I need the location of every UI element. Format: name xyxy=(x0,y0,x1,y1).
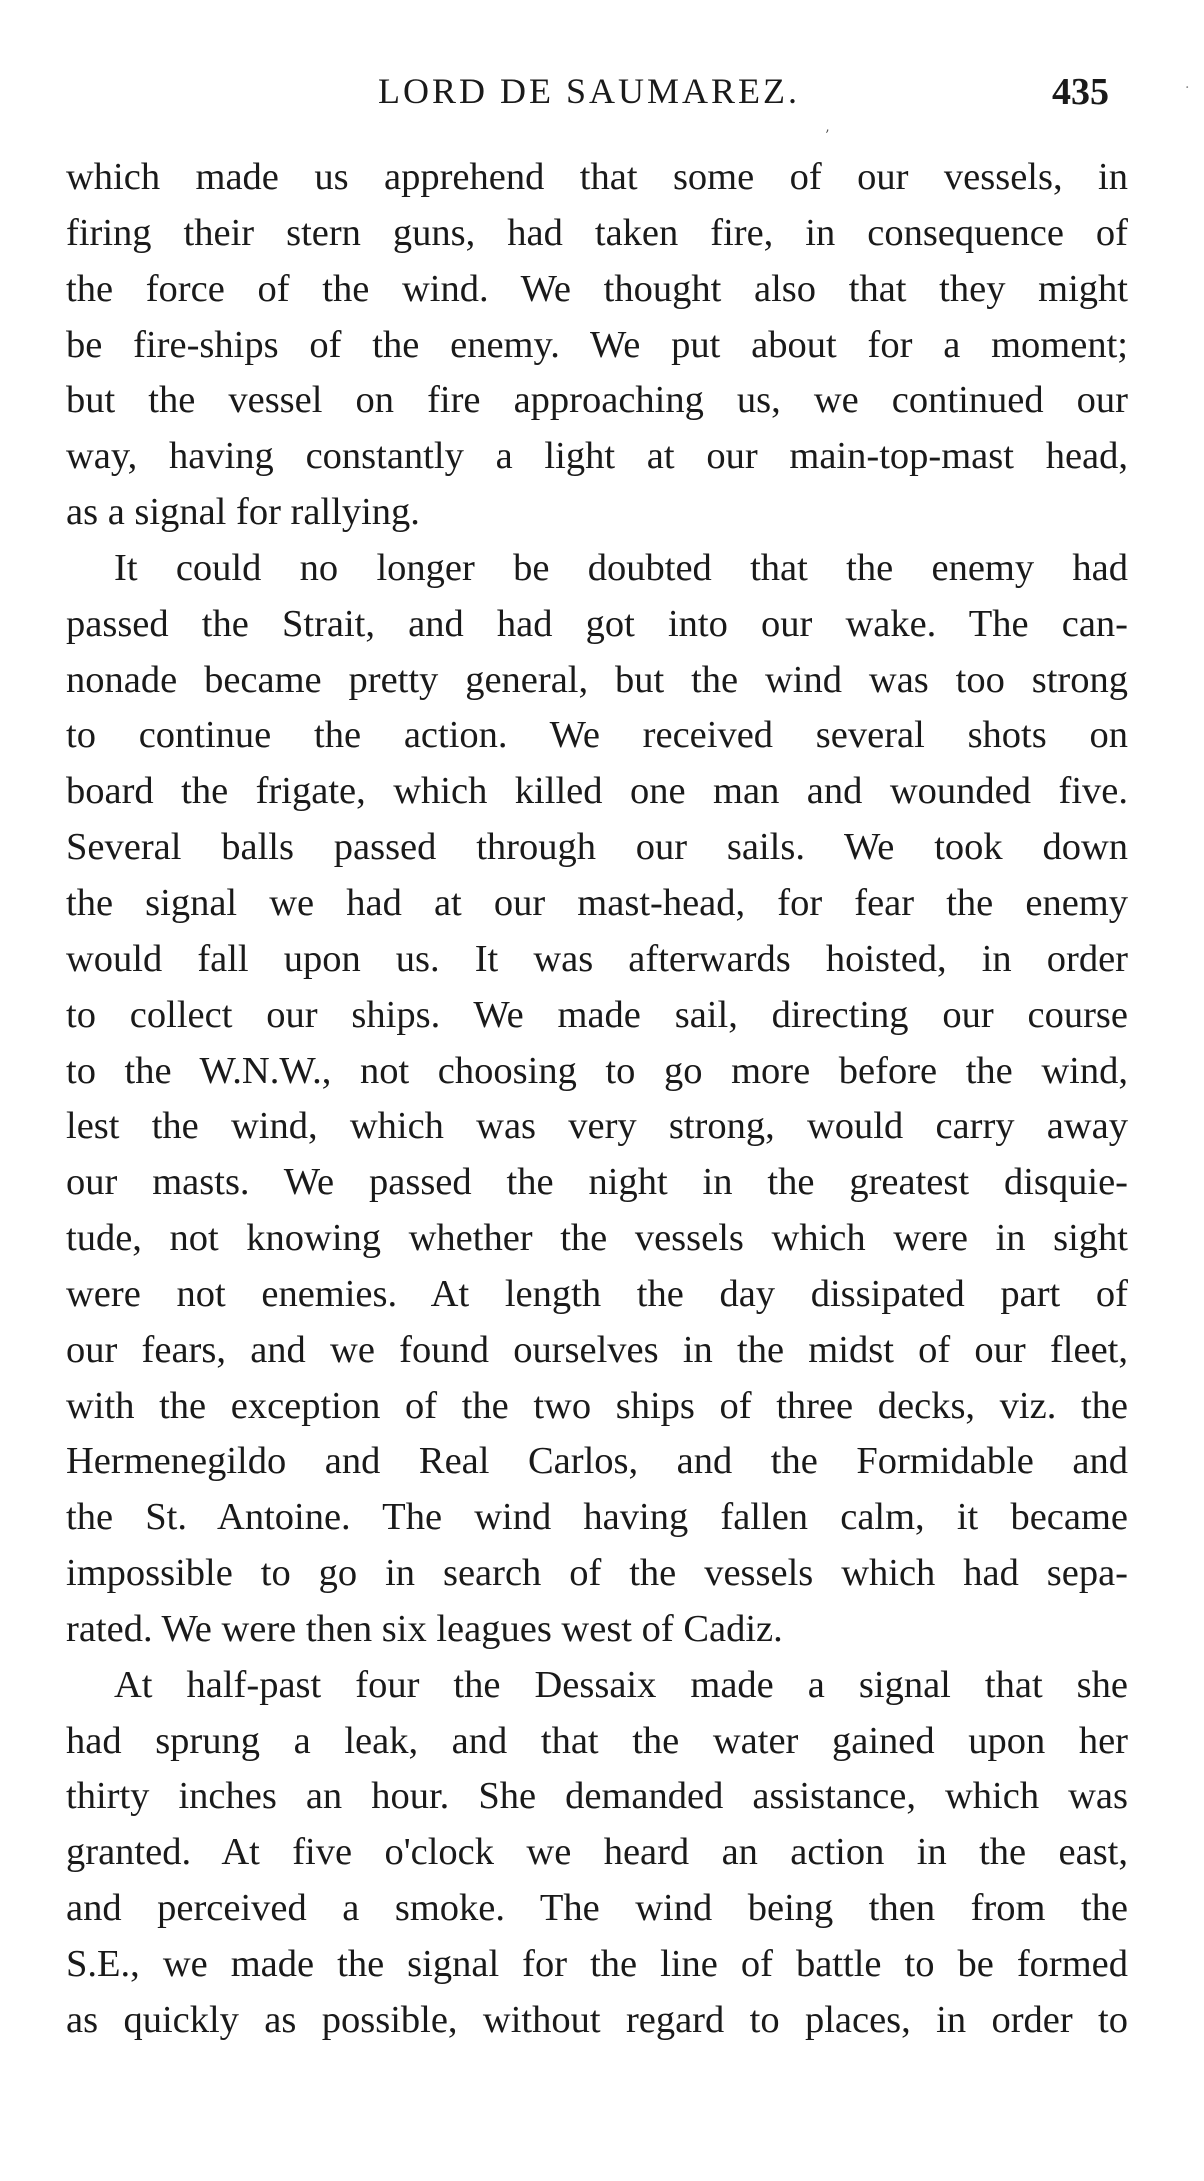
text-line: firing their stern guns, had taken fire, in consequence of xyxy=(66,211,1128,254)
text-line: way, having constantly a light at our main-top-mast head, xyxy=(66,435,1128,478)
text-line: with the exception of the two ships of three decks, viz. the xyxy=(66,1384,1128,1427)
page-number: 435 xyxy=(1052,71,1109,113)
text-line: would fall upon us. It was afterwards hoisted, in order xyxy=(66,937,1128,980)
text-line: passed the Strait, and had got into our wake. The can- xyxy=(66,602,1128,645)
text-line: our masts. We passed the night in the greatest disquie- xyxy=(66,1161,1128,1204)
text-line: nonade became pretty general, but the wind was too strong xyxy=(66,658,1128,701)
running-title: LORD DE SAUMAREZ. xyxy=(378,71,801,111)
text-line: granted. At five o'clock we heard an action in the east, xyxy=(66,1831,1128,1874)
text-line: Several balls passed through our sails. We took down xyxy=(66,826,1128,869)
text-line: board the frigate, which killed one man and wounded five. xyxy=(66,770,1128,813)
text-line: impossible to go in search of the vessels which had sepa- xyxy=(66,1552,1128,1595)
text-line: At half-past four the Dessaix made a signal that she xyxy=(114,1663,1128,1706)
text-line: as quickly as possible, without regard to places, in order to xyxy=(66,1998,1128,2041)
running-head xyxy=(0,70,1204,120)
text-line: had sprung a leak, and that the water gained upon her xyxy=(66,1719,1128,1762)
text-line: Hermenegildo and Real Carlos, and the Formidable and xyxy=(66,1440,1128,1483)
text-line: the St. Antoine. The wind having fallen calm, it became xyxy=(66,1496,1128,1539)
text-line: thirty inches an hour. She demanded assistance, which was xyxy=(66,1775,1128,1818)
text-line: our fears, and we found ourselves in the midst of our fleet, xyxy=(66,1328,1128,1371)
text-line: It could no longer be doubted that the enemy had xyxy=(114,546,1128,589)
paragraph-2 xyxy=(66,541,1128,1658)
text-line: the force of the wind. We thought also that they might xyxy=(66,267,1128,310)
ink-speck: ’ xyxy=(825,128,830,144)
text-line: which made us apprehend that some of our vessels, in xyxy=(66,156,1128,198)
text-line: to continue the action. We received several shots on xyxy=(66,714,1128,757)
text-line: lest the wind, which was very strong, would carry away xyxy=(66,1105,1128,1148)
text-line: to the W.N.W., not choosing to go more before the wind, xyxy=(66,1049,1128,1092)
text-line: to collect our ships. We made sail, directing our course xyxy=(66,993,1128,1036)
text-line: the signal we had at our mast-head, for fear the enemy xyxy=(66,881,1128,924)
text-line: rated. We were then six leagues west of Cadiz. xyxy=(66,1607,783,1650)
text-line: as a signal for rallying. xyxy=(66,491,420,534)
text-line: but the vessel on fire approaching us, we continued our xyxy=(66,379,1128,422)
paragraph-3 xyxy=(66,1658,1128,2049)
text-line: were not enemies. At length the day dissipated part of xyxy=(66,1272,1128,1315)
text-line: and perceived a smoke. The wind being then from the xyxy=(66,1887,1128,1930)
body-text xyxy=(66,150,1128,2049)
text-line: be fire-ships of the enemy. We put about for a moment; xyxy=(66,323,1128,366)
paragraph-1 xyxy=(66,150,1128,541)
margin-speck: · xyxy=(1185,80,1190,96)
text-line: tude, not knowing whether the vessels which were in sight xyxy=(66,1217,1128,1260)
text-line: S.E., we made the signal for the line of battle to be formed xyxy=(66,1943,1128,1985)
